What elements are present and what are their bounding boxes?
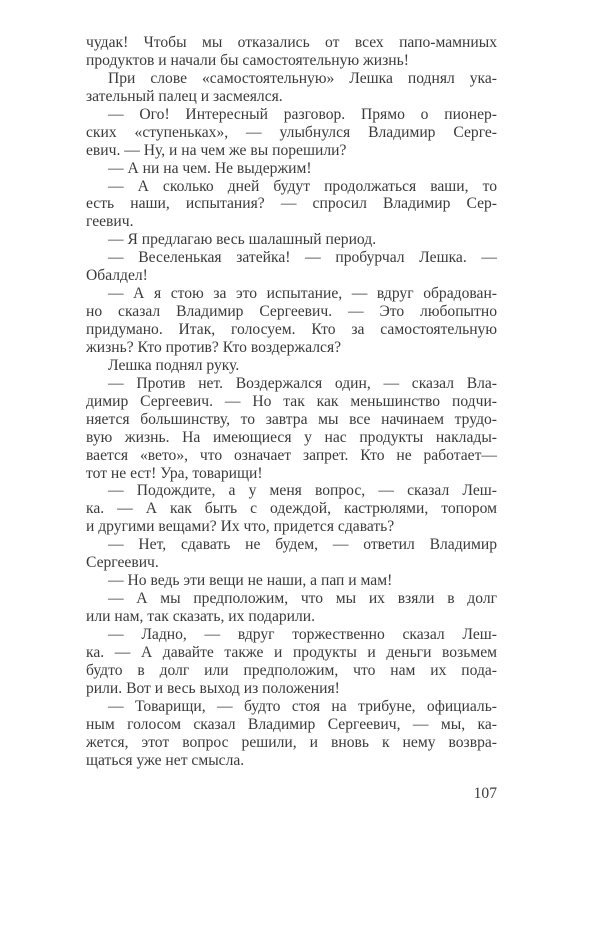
text-line: няется большинству, то завтра мы все начинаем трудо- [86,410,497,428]
text-line: При слове «самостоятельную» Лешка поднял ука- [108,69,497,87]
text-line: вается «вето», что означает запрет. Кто не работает— [86,446,497,464]
text-line: — Веселенькая затейка! — пробурчал Лешка. — [108,249,497,267]
text-line: геевич. [86,213,134,231]
page-body-text [86,34,497,769]
text-line: — Против нет. Воздержался один, — сказал Вла- [108,374,497,392]
text-line: придумано. Итак, голосуем. Кто за самостоятельную [86,321,497,338]
text-line: вую жизнь. На имеющиеся у нас продукты наклады- [86,428,497,446]
text-line: Обалдел! [86,267,148,285]
text-line: — Товарищи, — будто стоя на трибуне, официаль- [108,697,497,715]
text-line: — А мы предположим, что мы их взяли в долг [108,590,497,608]
page-number: 107 [473,785,497,802]
text-line: жизнь? Кто против? Кто воздержался? [86,338,342,356]
text-line: есть наши, испытания? — спросил Владимир Сер- [86,195,497,213]
text-line: — А я стою за это испытание, — вдруг обрадован- [108,285,497,303]
text-line: — Но ведь эти вещи не наши, а пап и мам! [108,572,393,590]
text-line: щаться уже нет смысла. [86,751,245,769]
text-line: будто в долг или предположим, что нам их пода- [86,661,497,679]
text-line: или нам, так сказать, их подарили. [86,608,316,625]
text-line: и другими вещами? Их что, придется сдавать? [86,518,395,536]
text-line: рили. Вот и весь выход из положения! [86,679,340,697]
text-line: — А сколько дней будут продолжаться ваши, то [108,177,497,195]
text-line: — Ого! Интересный разговор. Прямо о пионер- [108,105,497,123]
text-line: ным голосом сказал Владимир Сергеевич, — мы, ка- [86,715,497,733]
text-line: Лешка поднял руку. [108,356,240,374]
text-line: евич. — Ну, и на чем же вы порешили? [86,141,347,159]
text-line: ских «ступеньках», — улыбнулся Владимир Серге- [86,123,497,141]
text-line: продуктов и начали бы самостоятельную жизнь! [86,51,409,69]
text-line: тот не ест! Ура, товарищи! [86,464,263,482]
text-line: зательный палец и засмеялся. [86,87,283,105]
text-line: — Ладно, — вдруг торжественно сказал Леш- [108,625,497,643]
text-line: — Нет, сдавать не будем, — ответил Владимир [108,536,497,554]
text-line: ка. — А как быть с одеждой, кастрюлями, топором [86,500,497,518]
text-line: Сергеевич. [86,554,159,572]
text-line: — Подождите, а у меня вопрос, — сказал Леш- [108,482,497,500]
text-line: — А ни на чем. Не выдержим! [108,159,312,177]
text-line: но сказал Владимир Сергеевич. — Это любопытно [86,303,497,321]
text-line: ка. — А давайте также и продукты и деньги возьмем [86,643,497,661]
text-line: — Я предлагаю весь шалашный период. [108,231,377,249]
text-line: чудак! Чтобы мы отказались от всех папо-мамниых [86,34,497,51]
text-line: жется, этот вопрос решили, и вновь к нему возвра- [86,733,497,751]
text-line: димир Сергеевич. — Но так как меньшинство подчи- [86,392,497,410]
